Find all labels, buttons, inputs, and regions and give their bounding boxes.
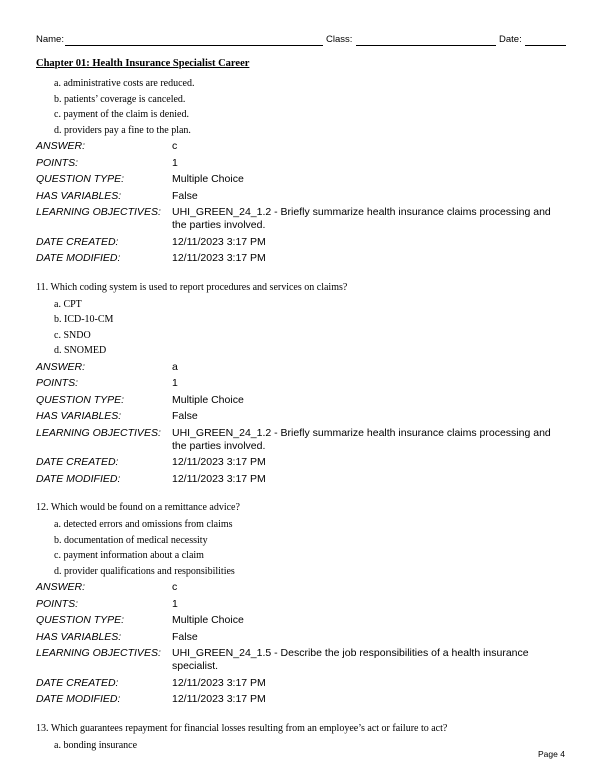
question-11: [36, 280, 566, 488]
date-created-value: 12/11/2023 3:17 PM: [172, 235, 266, 248]
question-type-label: QUESTION TYPE:: [36, 614, 125, 626]
chapter-title: Chapter 01: Health Insurance Specialist Career: [36, 58, 250, 69]
points-row: [36, 155, 566, 172]
answer-value: c: [172, 581, 178, 593]
question-type-value: Multiple Choice: [172, 173, 244, 185]
question-type-value: Multiple Choice: [172, 614, 244, 626]
date-created-row: [36, 675, 566, 692]
class-line: [356, 45, 496, 46]
name-line: [65, 45, 323, 46]
option-c: c. payment of the claim is denied.: [54, 109, 189, 120]
answer-label: ANSWER:: [36, 140, 86, 152]
answer-label: ANSWER:: [36, 581, 86, 593]
option-c: c. SNDO: [54, 329, 91, 341]
page-header: [36, 34, 566, 48]
page-number: Page 4: [538, 749, 565, 759]
question-type-row: [36, 612, 566, 629]
class-label: Class:: [326, 34, 353, 45]
option-d: d. SNOMED: [54, 345, 107, 356]
answer-row: [36, 579, 566, 596]
learning-objectives-value: UHI_GREEN_24_1.5 - Describe the job responsibilities of a health insurance specialist.: [172, 647, 529, 672]
has-variables-row: [36, 408, 566, 425]
learning-objectives-value: UHI_GREEN_24_1.2 - Briefly summarize health insurance claims processing and the parties involved.: [172, 206, 551, 231]
learning-objectives-label: LEARNING OBJECTIVES:: [36, 206, 161, 218]
date-modified-row: [36, 471, 566, 488]
date-modified-row: [36, 250, 566, 267]
question-list: [36, 76, 566, 766]
points-value: 1: [172, 377, 178, 389]
question-type-label: QUESTION TYPE:: [36, 393, 125, 406]
date-modified-value: 12/11/2023 3:17 PM: [172, 472, 266, 485]
points-row: [36, 596, 566, 613]
has-variables-label: HAS VARIABLES:: [36, 630, 122, 643]
date-modified-value: 12/11/2023 3:17 PM: [172, 252, 266, 264]
learning-objectives-label: LEARNING OBJECTIVES:: [36, 426, 161, 439]
answer-value: c: [172, 140, 178, 152]
has-variables-row: [36, 188, 566, 205]
option-b: b. documentation of medical necessity: [54, 534, 208, 546]
learning-objectives-row: [36, 425, 566, 455]
question-13: [36, 721, 566, 754]
date-created-row: [36, 234, 566, 251]
question-type-label: QUESTION TYPE:: [36, 173, 125, 185]
option-b: b. ICD-10-CM: [54, 314, 114, 325]
option-a: a. detected errors and omissions from claims: [54, 519, 233, 530]
has-variables-value: False: [172, 189, 198, 202]
points-label: POINTS:: [36, 156, 79, 169]
has-variables-value: False: [172, 630, 198, 643]
date-created-label: DATE CREATED:: [36, 235, 119, 248]
option-b: b. patients’ coverage is canceled.: [54, 93, 186, 105]
option-d: d. providers pay a fine to the plan.: [54, 124, 191, 136]
option-a: a. administrative costs are reduced.: [54, 78, 195, 89]
has-variables-row: [36, 629, 566, 646]
name-label: Name:: [36, 34, 64, 45]
question-type-row: [36, 392, 566, 409]
answer-row: [36, 138, 566, 155]
points-value: 1: [172, 597, 178, 610]
date-line: [525, 45, 566, 46]
learning-objectives-row: [36, 204, 566, 234]
answer-row: [36, 359, 566, 376]
learning-objectives-value: UHI_GREEN_24_1.2 - Briefly summarize health insurance claims processing and the parties involved.: [172, 426, 551, 452]
option-c: c. payment information about a claim: [54, 550, 204, 561]
question-type-value: Multiple Choice: [172, 393, 244, 406]
date-modified-label: DATE MODIFIED:: [36, 693, 121, 705]
answer-label: ANSWER:: [36, 360, 86, 373]
learning-objectives-row: [36, 645, 566, 675]
date-created-value: 12/11/2023 3:17 PM: [172, 456, 266, 468]
learning-objectives-label: LEARNING OBJECTIVES:: [36, 647, 161, 659]
has-variables-label: HAS VARIABLES:: [36, 189, 122, 202]
has-variables-label: HAS VARIABLES:: [36, 410, 122, 422]
date-created-row: [36, 454, 566, 471]
date-modified-label: DATE MODIFIED:: [36, 252, 121, 264]
question-text: 11. Which coding system is used to report procedures and services on claims?: [36, 281, 348, 293]
date-modified-value: 12/11/2023 3:17 PM: [172, 693, 266, 705]
points-value: 1: [172, 156, 178, 169]
date-created-label: DATE CREATED:: [36, 456, 119, 468]
date-created-value: 12/11/2023 3:17 PM: [172, 676, 266, 689]
question-10: [36, 76, 566, 267]
date-modified-label: DATE MODIFIED:: [36, 472, 121, 485]
date-modified-row: [36, 691, 566, 708]
option-a: a. CPT: [54, 298, 82, 310]
question-text: 13. Which guarantees repayment for financial losses resulting from an employee’s act or failure to act?: [36, 722, 448, 734]
option-a: a. bonding insurance: [54, 739, 138, 751]
option-d: d. provider qualifications and responsibilities: [54, 565, 235, 577]
question-text: 12. Which would be found on a remittance advice?: [36, 502, 240, 513]
points-row: [36, 375, 566, 392]
answer-value: a: [172, 360, 178, 373]
date-label: Date:: [499, 34, 522, 45]
question-type-row: [36, 171, 566, 188]
points-label: POINTS:: [36, 597, 79, 610]
has-variables-value: False: [172, 410, 198, 422]
date-created-label: DATE CREATED:: [36, 676, 119, 689]
points-label: POINTS:: [36, 377, 79, 389]
question-12: [36, 500, 566, 708]
